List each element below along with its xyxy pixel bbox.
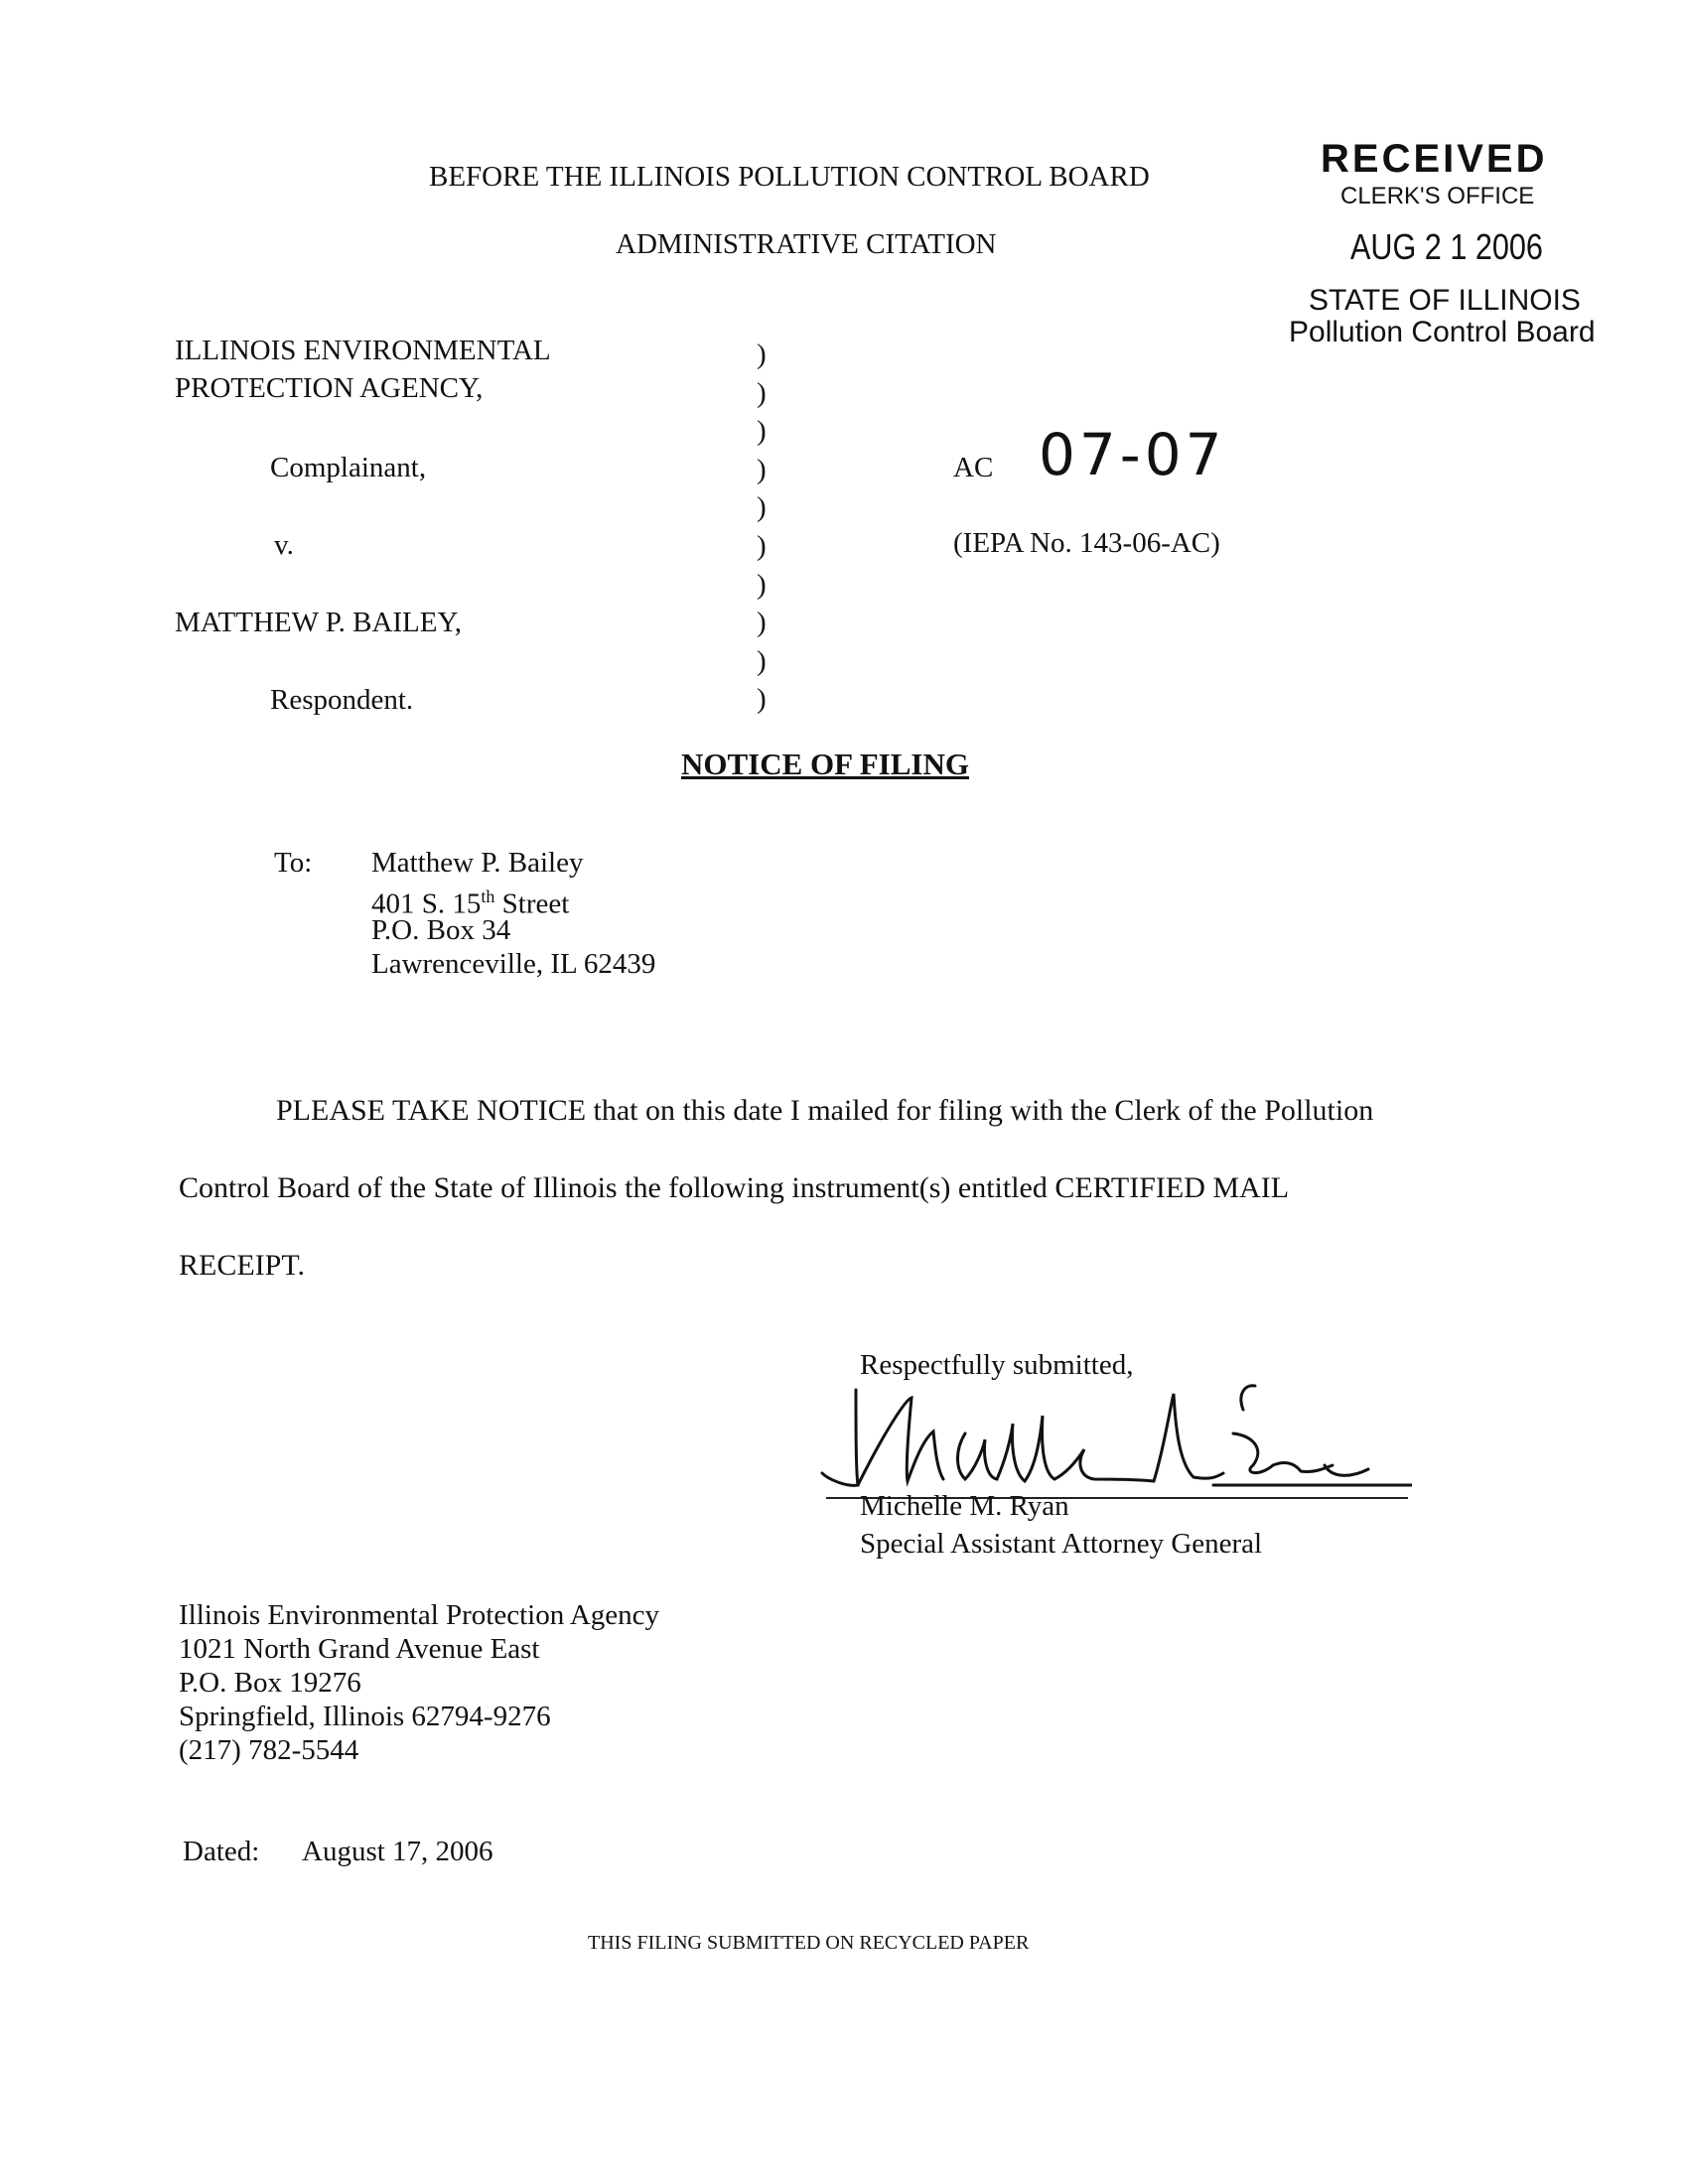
street-ordinal: th xyxy=(481,887,495,906)
respondent-name: MATTHEW P. BAILEY, xyxy=(175,607,462,638)
addressee-name: Matthew P. Bailey xyxy=(371,847,584,879)
iepa-number: (IEPA No. 143-06-AC) xyxy=(953,527,1220,559)
stamp-state: STATE OF ILLINOIS xyxy=(1309,284,1581,317)
caption-parens xyxy=(757,336,767,719)
addressee-pobox: P.O. Box 34 xyxy=(371,914,511,946)
paren: ) xyxy=(757,683,767,716)
respondent-role: Respondent. xyxy=(270,684,414,716)
notice-title: NOTICE OF FILING xyxy=(681,747,969,781)
paren: ) xyxy=(757,644,767,677)
notice-paragraph-line3: RECEIPT. xyxy=(179,1249,305,1282)
agency-pobox: P.O. Box 19276 xyxy=(179,1667,361,1699)
paren: ) xyxy=(757,453,767,485)
addressee-city: Lawrenceville, IL 62439 xyxy=(371,948,656,980)
to-label: To: xyxy=(274,847,313,879)
signer-name: Michelle M. Ryan xyxy=(860,1490,1069,1522)
complainant-line1: ILLINOIS ENVIRONMENTAL xyxy=(175,335,551,366)
complainant-role: Complainant, xyxy=(270,452,427,483)
agency-city: Springfield, Illinois 62794-9276 xyxy=(179,1701,551,1732)
paren: ) xyxy=(757,339,767,370)
clerks-office-stamp: CLERK'S OFFICE xyxy=(1340,183,1535,209)
notice-paragraph-line1: PLEASE TAKE NOTICE that on this date I mailed for filing with the Clerk of the Pollution xyxy=(276,1094,1374,1127)
paren: ) xyxy=(757,415,767,448)
stamp-board: Pollution Control Board xyxy=(1289,316,1596,348)
versus: v. xyxy=(274,529,294,561)
dated-value: August 17, 2006 xyxy=(302,1836,493,1867)
notice-paragraph-line2: Control Board of the State of Illinois the following instrument(s) entitled CERTIFIED MAIL xyxy=(179,1171,1290,1204)
handwritten-signature xyxy=(816,1370,1412,1499)
paren: ) xyxy=(757,607,767,639)
citation-heading: ADMINISTRATIVE CITATION xyxy=(616,228,997,260)
stamp-date: AUG 2 1 2006 xyxy=(1350,226,1543,267)
agency-street: 1021 North Grand Avenue East xyxy=(179,1633,540,1665)
paren: ) xyxy=(757,376,767,409)
paren: ) xyxy=(757,491,767,524)
dated-label: Dated: xyxy=(183,1836,260,1867)
street-number: 401 S. 15 xyxy=(371,887,482,920)
street-name: Street xyxy=(494,887,570,920)
case-prefix: AC xyxy=(953,452,994,483)
paren: ) xyxy=(757,568,767,601)
signer-title: Special Assistant Attorney General xyxy=(860,1528,1263,1560)
agency-phone: (217) 782-5544 xyxy=(179,1734,359,1766)
case-number-handwritten: 07-07 xyxy=(1039,421,1226,488)
agency-name: Illinois Environmental Protection Agency xyxy=(179,1599,660,1631)
board-heading: BEFORE THE ILLINOIS POLLUTION CONTROL BOARD xyxy=(429,161,1150,193)
signature-closing: Respectfully submitted, xyxy=(860,1349,1134,1381)
received-stamp: RECEIVED xyxy=(1321,137,1548,181)
recycled-paper-notice: THIS FILING SUBMITTED ON RECYCLED PAPER xyxy=(588,1932,1030,1954)
paren: ) xyxy=(757,529,767,562)
complainant-line2: PROTECTION AGENCY, xyxy=(175,372,484,404)
